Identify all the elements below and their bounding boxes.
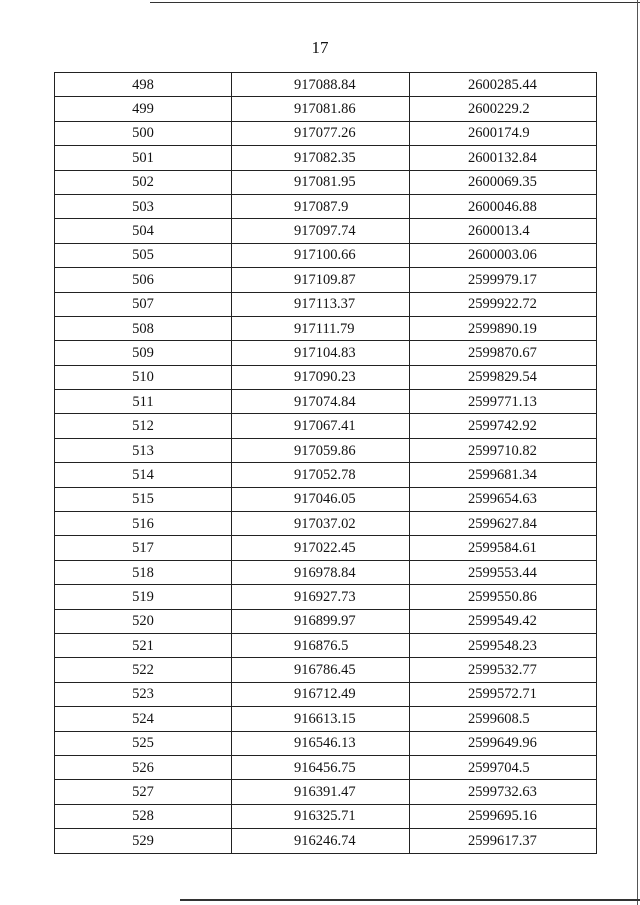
table-row: [55, 292, 597, 316]
table-row: [55, 268, 597, 292]
point-number-cell: 502: [55, 170, 232, 194]
x-coordinate-cell: 916391.47: [232, 780, 410, 804]
point-number-cell: 499: [55, 97, 232, 121]
x-coordinate-cell: 917067.41: [232, 414, 410, 438]
point-number-cell: 503: [55, 194, 232, 218]
y-coordinate-cell: 2599704.5: [410, 755, 597, 779]
table-row: [55, 121, 597, 145]
y-coordinate-cell: 2599549.42: [410, 609, 597, 633]
table-row: [55, 585, 597, 609]
point-number-cell: 526: [55, 755, 232, 779]
y-coordinate-cell: 2599681.34: [410, 463, 597, 487]
x-coordinate-cell: 916927.73: [232, 585, 410, 609]
point-number-cell: 510: [55, 365, 232, 389]
point-number-cell: 518: [55, 560, 232, 584]
x-coordinate-cell: 916786.45: [232, 658, 410, 682]
x-coordinate-cell: 917052.78: [232, 463, 410, 487]
point-number-cell: 501: [55, 146, 232, 170]
point-number-cell: 523: [55, 682, 232, 706]
y-coordinate-cell: 2599922.72: [410, 292, 597, 316]
table-row: [55, 97, 597, 121]
x-coordinate-cell: 917109.87: [232, 268, 410, 292]
point-number-cell: 521: [55, 633, 232, 657]
y-coordinate-cell: 2599627.84: [410, 512, 597, 536]
x-coordinate-cell: 916978.84: [232, 560, 410, 584]
x-coordinate-cell: 917059.86: [232, 438, 410, 462]
point-number-cell: 513: [55, 438, 232, 462]
point-number-cell: 529: [55, 829, 232, 853]
point-number-cell: 506: [55, 268, 232, 292]
point-number-cell: 509: [55, 341, 232, 365]
point-number-cell: 525: [55, 731, 232, 755]
y-coordinate-cell: 2599550.86: [410, 585, 597, 609]
point-number-cell: 517: [55, 536, 232, 560]
y-coordinate-cell: 2600285.44: [410, 73, 597, 97]
y-coordinate-cell: 2599732.63: [410, 780, 597, 804]
scan-edge-bottom: [180, 899, 640, 901]
y-coordinate-cell: 2600069.35: [410, 170, 597, 194]
y-coordinate-cell: 2599979.17: [410, 268, 597, 292]
table-row: [55, 73, 597, 97]
y-coordinate-cell: 2599695.16: [410, 804, 597, 828]
x-coordinate-cell: 916546.13: [232, 731, 410, 755]
y-coordinate-cell: 2599771.13: [410, 390, 597, 414]
coordinates-table: [54, 72, 597, 854]
point-number-cell: 512: [55, 414, 232, 438]
x-coordinate-cell: 917104.83: [232, 341, 410, 365]
table-row: [55, 707, 597, 731]
table-row: [55, 194, 597, 218]
y-coordinate-cell: 2599608.5: [410, 707, 597, 731]
table-row: [55, 780, 597, 804]
x-coordinate-cell: 916899.97: [232, 609, 410, 633]
x-coordinate-cell: 917090.23: [232, 365, 410, 389]
y-coordinate-cell: 2599572.71: [410, 682, 597, 706]
page-number: 17: [311, 38, 329, 57]
point-number-cell: 504: [55, 219, 232, 243]
table-row: [55, 512, 597, 536]
table-row: [55, 341, 597, 365]
point-number-cell: 514: [55, 463, 232, 487]
point-number-cell: 522: [55, 658, 232, 682]
point-number-cell: 515: [55, 487, 232, 511]
y-coordinate-cell: 2600132.84: [410, 146, 597, 170]
x-coordinate-cell: 917077.26: [232, 121, 410, 145]
table-row: [55, 560, 597, 584]
y-coordinate-cell: 2600003.06: [410, 243, 597, 267]
table-row: [55, 243, 597, 267]
x-coordinate-cell: 917087.9: [232, 194, 410, 218]
table-row: [55, 658, 597, 682]
point-number-cell: 508: [55, 316, 232, 340]
point-number-cell: 524: [55, 707, 232, 731]
x-coordinate-cell: 916456.75: [232, 755, 410, 779]
table-row: [55, 170, 597, 194]
x-coordinate-cell: 916246.74: [232, 829, 410, 853]
table-row: [55, 755, 597, 779]
y-coordinate-cell: 2599890.19: [410, 316, 597, 340]
point-number-cell: 520: [55, 609, 232, 633]
x-coordinate-cell: 917082.35: [232, 146, 410, 170]
x-coordinate-cell: 917097.74: [232, 219, 410, 243]
point-number-cell: 527: [55, 780, 232, 804]
x-coordinate-cell: 916325.71: [232, 804, 410, 828]
scan-edge-right: [637, 0, 638, 905]
y-coordinate-cell: 2599617.37: [410, 829, 597, 853]
y-coordinate-cell: 2600174.9: [410, 121, 597, 145]
point-number-cell: 519: [55, 585, 232, 609]
y-coordinate-cell: 2599654.63: [410, 487, 597, 511]
point-number-cell: 505: [55, 243, 232, 267]
table-row: [55, 633, 597, 657]
table-row: [55, 682, 597, 706]
x-coordinate-cell: 917037.02: [232, 512, 410, 536]
point-number-cell: 500: [55, 121, 232, 145]
y-coordinate-cell: 2600229.2: [410, 97, 597, 121]
table-row: [55, 414, 597, 438]
x-coordinate-cell: 917111.79: [232, 316, 410, 340]
x-coordinate-cell: 917113.37: [232, 292, 410, 316]
x-coordinate-cell: 917022.45: [232, 536, 410, 560]
point-number-cell: 516: [55, 512, 232, 536]
table-row: [55, 804, 597, 828]
table-row: [55, 390, 597, 414]
table-row: [55, 365, 597, 389]
x-coordinate-cell: 916876.5: [232, 633, 410, 657]
point-number-cell: 511: [55, 390, 232, 414]
y-coordinate-cell: 2599870.67: [410, 341, 597, 365]
x-coordinate-cell: 916712.49: [232, 682, 410, 706]
point-number-cell: 507: [55, 292, 232, 316]
table-row: [55, 463, 597, 487]
x-coordinate-cell: 917046.05: [232, 487, 410, 511]
point-number-cell: 498: [55, 73, 232, 97]
y-coordinate-cell: 2599649.96: [410, 731, 597, 755]
y-coordinate-cell: 2599829.54: [410, 365, 597, 389]
y-coordinate-cell: 2599710.82: [410, 438, 597, 462]
y-coordinate-cell: 2599553.44: [410, 560, 597, 584]
x-coordinate-cell: 917074.84: [232, 390, 410, 414]
x-coordinate-cell: 917081.95: [232, 170, 410, 194]
y-coordinate-cell: 2600013.4: [410, 219, 597, 243]
y-coordinate-cell: 2599548.23: [410, 633, 597, 657]
x-coordinate-cell: 917081.86: [232, 97, 410, 121]
table-row: [55, 829, 597, 853]
y-coordinate-cell: 2599584.61: [410, 536, 597, 560]
point-number-cell: 528: [55, 804, 232, 828]
table-row: [55, 536, 597, 560]
scan-edge-top: [150, 2, 640, 3]
x-coordinate-cell: 916613.15: [232, 707, 410, 731]
y-coordinate-cell: 2599532.77: [410, 658, 597, 682]
x-coordinate-cell: 917100.66: [232, 243, 410, 267]
table-row: [55, 487, 597, 511]
y-coordinate-cell: 2600046.88: [410, 194, 597, 218]
table-row: [55, 146, 597, 170]
x-coordinate-cell: 917088.84: [232, 73, 410, 97]
table-row: [55, 609, 597, 633]
table-row: [55, 438, 597, 462]
y-coordinate-cell: 2599742.92: [410, 414, 597, 438]
table-row: [55, 219, 597, 243]
coordinates-table-body: [55, 73, 597, 854]
table-row: [55, 316, 597, 340]
table-row: [55, 731, 597, 755]
